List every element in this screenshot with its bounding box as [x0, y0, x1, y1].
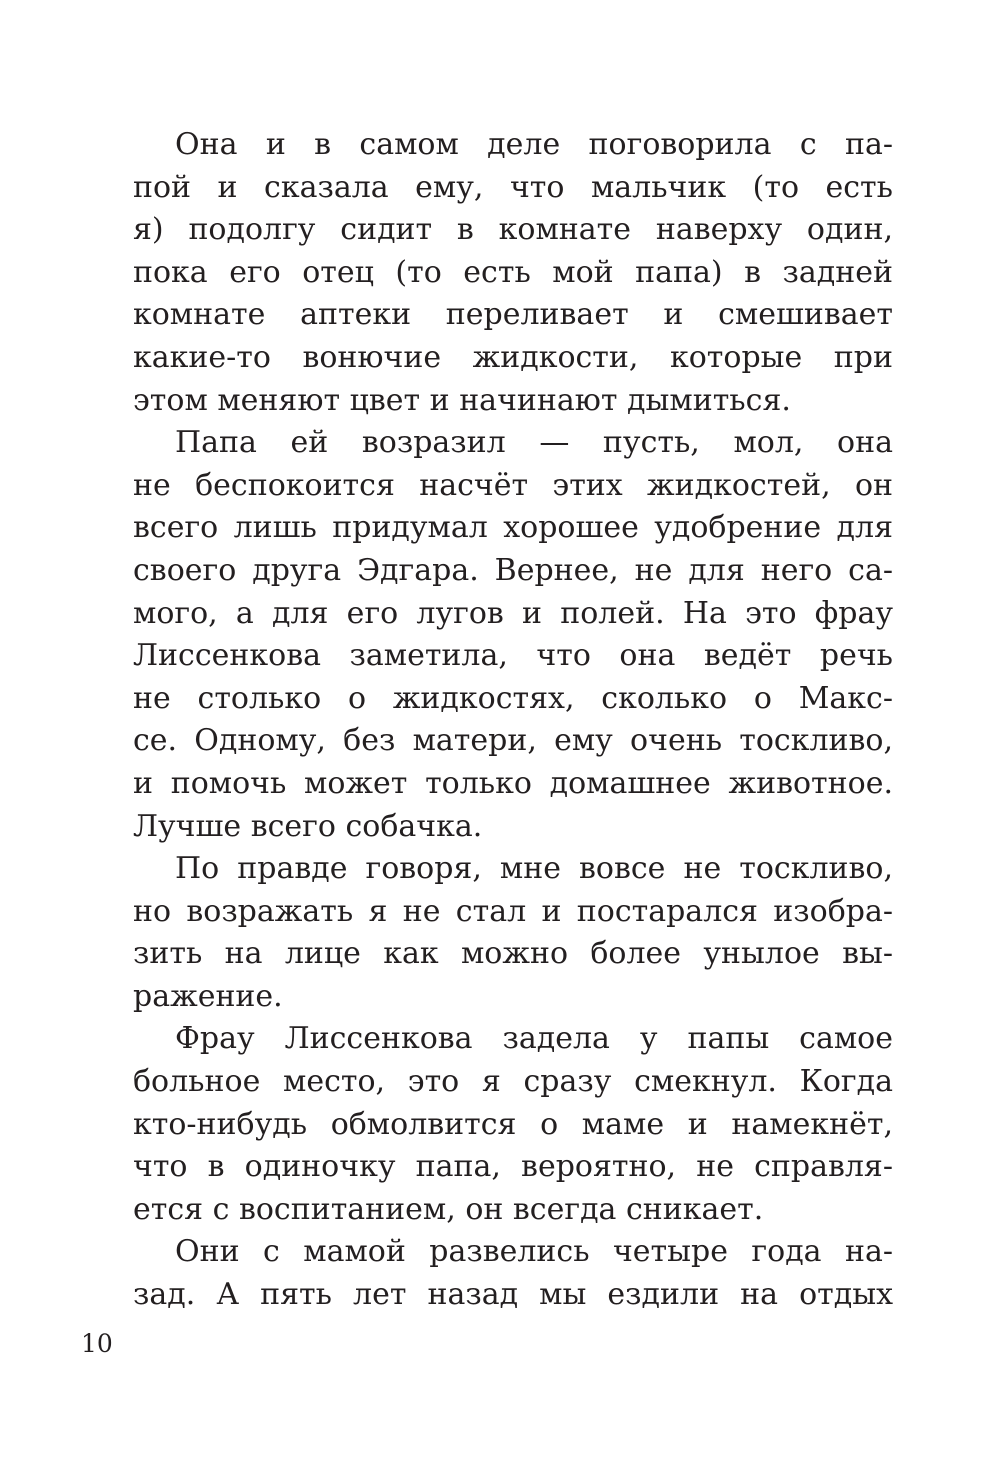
- text-line: Папа ей возразил — пусть, мол, она: [175, 425, 893, 461]
- text-line: что в одиночку папа, вероятно, не справля-: [133, 1149, 893, 1185]
- text-line: По правде говоря, мне вовсе не тоскливо,: [175, 851, 893, 887]
- paragraph: [133, 1018, 893, 1231]
- text-line: Лиссенкова заметила, что она ведёт речь: [133, 638, 893, 674]
- text-line: Лучше всего собачка.: [133, 808, 483, 844]
- text-line: не столько о жидкостях, сколько о Макс-: [133, 680, 893, 716]
- text-line: я) подолгу сидит в комнате наверху один,: [133, 212, 893, 248]
- text-line: пой и сказала ему, что мальчик (то есть: [133, 169, 893, 205]
- text-line: своего друга Эдгара. Вернее, не для него са-: [133, 552, 893, 588]
- text-line: Они с мамой развелись четыре года на-: [175, 1234, 893, 1270]
- text-line: больное место, это я сразу смекнул. Когда: [133, 1064, 893, 1100]
- page-number: 10: [81, 1329, 113, 1358]
- text-line: се. Одному, без матери, ему очень тоскливо,: [133, 723, 893, 759]
- text-line: комнате аптеки переливает и смешивает: [133, 297, 893, 333]
- paragraph: [133, 422, 893, 848]
- paragraph: [133, 124, 893, 422]
- text-line: зить на лице как можно более унылое вы-: [133, 936, 893, 972]
- text-line: ражение.: [133, 978, 283, 1014]
- text-line: какие-то вонючие жидкости, которые при: [133, 339, 893, 375]
- text-line: кто-нибудь обмолвится о маме и намекнёт,: [133, 1106, 893, 1142]
- text-line: этом меняют цвет и начинают дымиться.: [133, 382, 791, 418]
- text-line: зад. А пять лет назад мы ездили на отдых: [133, 1277, 893, 1313]
- body-text: [133, 124, 893, 1317]
- text-line: Она и в самом деле поговорила с па-: [175, 127, 893, 162]
- text-line: Фрау Лиссенкова задела у папы самое: [175, 1021, 893, 1057]
- paragraph: [133, 1231, 893, 1316]
- text-line: и помочь может только домашнее животное.: [133, 765, 893, 801]
- text-line: ется с воспитанием, он всегда сникает.: [133, 1191, 764, 1227]
- text-line: но возражать я не стал и постарался изобра-: [133, 893, 893, 929]
- text-line: пока его отец (то есть мой папа) в задней: [133, 254, 893, 290]
- paragraph: [133, 848, 893, 1018]
- text-line: всего лишь придумал хорошее удобрение для: [133, 510, 893, 546]
- text-line: мого, а для его лугов и полей. На это фрау: [133, 595, 893, 631]
- text-line: не беспокоится насчёт этих жидкостей, он: [133, 467, 893, 503]
